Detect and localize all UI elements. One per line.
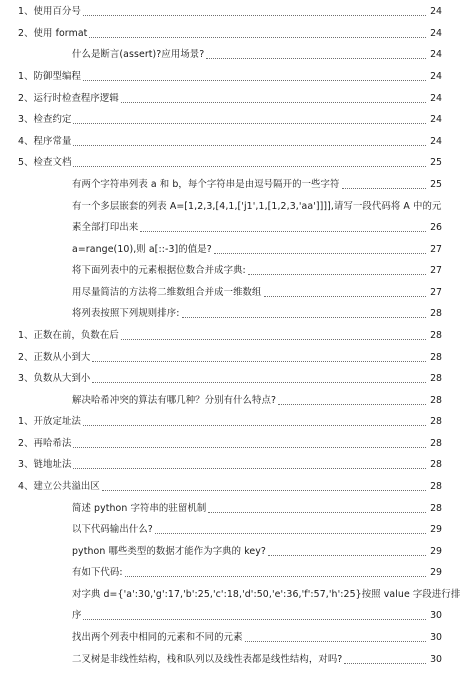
toc-entry[interactable] bbox=[0, 135, 460, 149]
toc-entry[interactable] bbox=[0, 307, 460, 321]
toc-leader bbox=[121, 339, 426, 340]
toc-leader bbox=[83, 80, 426, 81]
toc-entry[interactable] bbox=[0, 92, 460, 106]
toc-leader bbox=[245, 641, 426, 642]
toc-entry-title: 简述 python 字符串的驻留机制 bbox=[72, 503, 207, 514]
toc-leader bbox=[73, 166, 426, 167]
toc-entry-title-line1: 有一个多层嵌套的列表 A=[1,2,3,[4,1,['j1',1,[1,2,3,'aa']]]],请写一段代码将 A 中的元 bbox=[72, 201, 442, 212]
toc-entry-title: 4、程序常量 bbox=[18, 136, 72, 147]
toc-entry-page: 27 bbox=[430, 244, 442, 255]
toc-leader bbox=[125, 576, 426, 577]
toc-entry-page: 28 bbox=[430, 438, 442, 449]
toc-entry-title: 3、链地址法 bbox=[18, 459, 72, 470]
toc-entry-title: 2、再哈希法 bbox=[18, 438, 72, 449]
toc-leader bbox=[73, 145, 426, 146]
toc-leader bbox=[83, 15, 426, 16]
toc-entry-page: 30 bbox=[430, 610, 442, 621]
toc-entry-page: 26 bbox=[430, 222, 442, 233]
toc-leader bbox=[206, 58, 426, 59]
toc-entry-page: 24 bbox=[430, 71, 442, 82]
toc-entry-title: 解决哈希冲突的算法有哪几种？分别有什么特点? bbox=[72, 395, 277, 406]
toc-leader bbox=[344, 663, 426, 664]
toc-leader bbox=[155, 533, 426, 534]
toc-entry-page: 24 bbox=[430, 136, 442, 147]
toc-leader bbox=[342, 188, 427, 189]
toc-leader bbox=[73, 468, 426, 469]
toc-entry-title: 3、检查约定 bbox=[18, 114, 72, 125]
toc-entry-page: 28 bbox=[430, 373, 442, 384]
toc-entry[interactable] bbox=[0, 113, 460, 127]
toc-entry[interactable] bbox=[0, 70, 460, 84]
toc-leader bbox=[73, 123, 426, 124]
toc-entry-page: 30 bbox=[430, 632, 442, 643]
toc-entry[interactable] bbox=[0, 351, 460, 365]
toc-entry-title: 1、使用百分号 bbox=[18, 6, 81, 17]
toc-leader bbox=[73, 447, 426, 448]
toc-entry[interactable] bbox=[0, 243, 460, 257]
toc-entry-page: 27 bbox=[430, 287, 442, 298]
toc-entry[interactable] bbox=[0, 156, 460, 170]
toc-leader bbox=[214, 253, 426, 254]
toc-entry-title: 1、防御型编程 bbox=[18, 71, 81, 82]
toc-entry-page: 28 bbox=[430, 416, 442, 427]
toc-entry[interactable] bbox=[0, 286, 460, 300]
toc-entry-title: 将列表按照下列规则排序: bbox=[72, 308, 180, 319]
toc-entry-page: 25 bbox=[430, 179, 442, 190]
toc-entry[interactable] bbox=[0, 437, 460, 451]
toc-leader bbox=[140, 231, 426, 232]
toc-entry-title-line2: 素全部打印出来 bbox=[72, 222, 139, 233]
toc-entry[interactable] bbox=[0, 653, 460, 667]
toc-entry[interactable] bbox=[0, 394, 460, 408]
toc-entry-title: 用尽量简洁的方法将二维数组合并成一维数组 bbox=[72, 287, 262, 298]
toc-entry[interactable] bbox=[0, 372, 460, 386]
toc-entry[interactable] bbox=[0, 200, 460, 214]
toc-entry-title: 4、建立公共溢出区 bbox=[18, 481, 100, 492]
toc-entry-title: 二叉树是非线性结构，栈和队列以及线性表都是线性结构，对吗? bbox=[72, 654, 343, 665]
toc-entry[interactable] bbox=[0, 48, 460, 62]
toc-entry-title-line1: 对字典 d={'a':30,'g':17,'b':25,'c':18,'d':50,'e':36,'f':57,'h':25}按照 value 字段进行排 bbox=[72, 589, 460, 600]
toc-entry-page: 28 bbox=[430, 459, 442, 470]
toc-entry-title: 3、负数从大到小 bbox=[18, 373, 91, 384]
toc-entry[interactable] bbox=[0, 588, 460, 602]
toc-entry-title: 2、运行时检查程序逻辑 bbox=[18, 93, 119, 104]
toc-entry-page: 24 bbox=[430, 93, 442, 104]
toc-leader bbox=[208, 512, 426, 513]
toc-entry-title: 1、正数在前，负数在后 bbox=[18, 330, 119, 341]
toc-leader bbox=[182, 317, 427, 318]
toc-entry-page: 28 bbox=[430, 330, 442, 341]
toc-entry-page: 28 bbox=[430, 395, 442, 406]
toc-leader bbox=[102, 490, 426, 491]
toc-leader bbox=[83, 619, 426, 620]
toc-entry-title: 2、正数从小到大 bbox=[18, 352, 91, 363]
toc-entry-title: 5、检查文档 bbox=[18, 157, 72, 168]
toc-entry[interactable] bbox=[0, 502, 460, 516]
toc-entry[interactable] bbox=[0, 264, 460, 278]
toc-entry-page: 28 bbox=[430, 481, 442, 492]
toc-entry[interactable] bbox=[0, 458, 460, 472]
toc-entry-title-line2: 序 bbox=[72, 610, 82, 621]
toc-entry-page: 30 bbox=[430, 654, 442, 665]
toc-leader bbox=[121, 102, 426, 103]
toc-entry-title: 什么是断言(assert)?应用场景? bbox=[72, 49, 205, 60]
toc-leader bbox=[89, 37, 426, 38]
toc-entry-page: 29 bbox=[430, 567, 442, 578]
toc-entry-title: 有如下代码: bbox=[72, 567, 123, 578]
toc-entry-continuation[interactable] bbox=[0, 221, 460, 235]
toc-entry[interactable] bbox=[0, 631, 460, 645]
toc-entry-title: 1、开放定址法 bbox=[18, 416, 81, 427]
toc-entry-page: 28 bbox=[430, 308, 442, 319]
toc-entry[interactable] bbox=[0, 415, 460, 429]
toc-entry-page: 28 bbox=[430, 503, 442, 514]
toc-leader bbox=[92, 382, 426, 383]
toc-leader bbox=[248, 274, 426, 275]
toc-entry[interactable] bbox=[0, 329, 460, 343]
toc-entry-title: a=range(10),则 a[::-3]的值是? bbox=[72, 244, 212, 255]
toc-entry[interactable] bbox=[0, 480, 460, 494]
toc-entry[interactable] bbox=[0, 523, 460, 537]
toc-leader bbox=[268, 555, 426, 556]
toc-entry-page: 27 bbox=[430, 265, 442, 276]
toc-entry-title: 有两个字符串列表 a 和 b，每个字符串是由逗号隔开的一些字符 bbox=[72, 179, 340, 190]
toc-entry-page: 29 bbox=[430, 524, 442, 535]
toc-entry[interactable] bbox=[0, 545, 460, 559]
toc-entry-title: 以下代码输出什么? bbox=[72, 524, 153, 535]
toc-leader bbox=[92, 361, 426, 362]
toc-entry-continuation[interactable] bbox=[0, 609, 460, 623]
toc-entry-page: 24 bbox=[430, 28, 442, 39]
toc-entry-page: 24 bbox=[430, 114, 442, 125]
toc-entry[interactable] bbox=[0, 5, 460, 19]
toc-entry-page: 28 bbox=[430, 352, 442, 363]
toc-entry-title: python 哪些类型的数据才能作为字典的 key? bbox=[72, 546, 266, 557]
toc-entry-page: 29 bbox=[430, 546, 442, 557]
toc-entry-page: 24 bbox=[430, 6, 442, 17]
toc-leader bbox=[264, 296, 426, 297]
toc-entry-page: 25 bbox=[430, 157, 442, 168]
toc-entry[interactable] bbox=[0, 566, 460, 580]
toc-entry-title: 将下面列表中的元素根据位数合并成字典: bbox=[72, 265, 246, 276]
toc-entry-title: 找出两个列表中相同的元素和不同的元素 bbox=[72, 632, 243, 643]
toc-entry[interactable] bbox=[0, 178, 460, 192]
toc-leader bbox=[278, 404, 426, 405]
toc-leader bbox=[83, 425, 426, 426]
toc-entry-title: 2、使用 format bbox=[18, 28, 88, 39]
toc-entry-page: 24 bbox=[430, 49, 442, 60]
toc-entry[interactable] bbox=[0, 27, 460, 41]
